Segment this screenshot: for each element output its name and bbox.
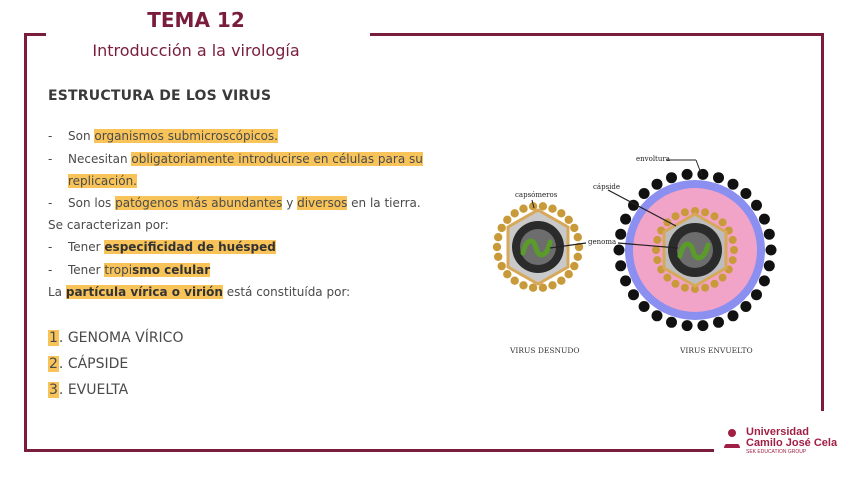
caption-virus-envuelto: VIRUS ENVUELTO	[680, 346, 753, 355]
capsomere-dot	[681, 284, 689, 292]
capsomere-dot	[548, 205, 556, 213]
logo-line-1: Universidad	[746, 426, 809, 438]
enveloped-virus-illustration	[614, 169, 777, 331]
capsomere-dot	[574, 233, 582, 241]
envelope-spike	[697, 320, 708, 331]
slide-title: TEMA 12	[147, 8, 245, 32]
capsomere-dot	[494, 233, 502, 241]
caption-virus-desnudo: VIRUS DESNUDO	[510, 346, 580, 355]
envelope-spike	[620, 275, 631, 286]
envelope-spike	[766, 245, 777, 256]
capsomere-dot	[511, 209, 519, 217]
list-item-capside: 2. CÁPSIDE	[49, 356, 129, 372]
list-item-genoma: 1. GENOMA VÍRICO	[49, 330, 184, 346]
capsomere-dot	[719, 274, 727, 282]
capsomere-dot	[539, 284, 547, 292]
capsomere-dot	[548, 281, 556, 289]
capsomere-dot	[681, 208, 689, 216]
capsomere-dot	[711, 212, 719, 220]
capsomere-dot	[730, 246, 738, 254]
capsomere-dot	[565, 216, 573, 224]
envelope-spike	[614, 245, 625, 256]
frame-left	[24, 33, 27, 451]
envelope-spike	[620, 214, 631, 225]
label-envoltura: envoltura	[636, 155, 670, 163]
capsomere-dot	[529, 284, 537, 292]
capsomere-dot	[652, 246, 660, 254]
envelope-spike	[666, 172, 677, 183]
envelope-spike	[751, 200, 762, 211]
envelope-spike	[764, 229, 775, 240]
envelope-spike	[764, 260, 775, 271]
bullet-1: - Son organismos submicroscópicos.	[48, 129, 278, 143]
capsomere-dot	[729, 236, 737, 244]
envelope-spike	[713, 317, 724, 328]
university-logo	[720, 426, 838, 458]
frame-bottom	[24, 449, 714, 452]
envelope-spike	[728, 310, 739, 321]
virus-structure-diagram	[490, 150, 790, 360]
capsomere-dot	[663, 274, 671, 282]
envelope-spike	[639, 188, 650, 199]
capsomere-dot	[493, 243, 501, 251]
capsomere-dot	[711, 280, 719, 288]
bullet-2-cont: replicación.	[68, 174, 137, 188]
caracterizan-text: Se caracterizan por:	[48, 218, 169, 232]
frame-right	[821, 33, 824, 411]
frame-top-left	[24, 33, 46, 36]
capsomere-dot	[494, 253, 502, 261]
envelope-spike	[728, 179, 739, 190]
label-capside: cápside	[593, 183, 621, 191]
capsomere-dot	[672, 280, 680, 288]
capsomere-dot	[557, 277, 565, 285]
bullet-5: - Tener tropismo celular	[48, 263, 211, 277]
section-heading: ESTRUCTURA DE LOS VIRUS	[48, 88, 272, 104]
capsomere-dot	[503, 270, 511, 278]
label-capsomeros: capsómeros	[515, 191, 558, 199]
capsomere-dot	[511, 277, 519, 285]
envelope-spike	[740, 301, 751, 312]
capsomere-dot	[653, 256, 661, 264]
logo-line-2: Camilo José Cela	[746, 437, 838, 449]
capsomere-dot	[539, 202, 547, 210]
label-genoma: genoma	[588, 238, 617, 246]
capsomere-dot	[498, 224, 506, 232]
envelope-spike	[666, 317, 677, 328]
bullet-2: - Necesitan obligatoriamente introducirse en células para su	[48, 152, 423, 166]
capsomere-dot	[498, 262, 506, 270]
envelope-spike	[652, 310, 663, 321]
frame-top-right	[370, 33, 824, 36]
envelope-spike	[628, 289, 639, 300]
capsomere-dot	[719, 218, 727, 226]
envelope-spike	[759, 275, 770, 286]
list-item-envuelta: 3. EVUELTA	[49, 382, 129, 398]
capsomere-dot	[574, 253, 582, 261]
capsomere-dot	[570, 224, 578, 232]
capsomere-dot	[701, 208, 709, 216]
capsomere-dot	[557, 209, 565, 217]
envelope-spike	[713, 172, 724, 183]
envelope-spike	[740, 188, 751, 199]
envelope-spike	[682, 320, 693, 331]
capsomere-dot	[519, 205, 527, 213]
capsomere-dot	[701, 284, 709, 292]
capsomere-dot	[503, 216, 511, 224]
envelope-spike	[615, 260, 626, 271]
logo-group: SEK EDUCATION GROUP	[746, 449, 807, 455]
bullet-4: - Tener especificidad de huésped	[48, 240, 276, 254]
envelope-spike	[682, 169, 693, 180]
capsomere-dot	[570, 262, 578, 270]
capsomere-dot	[519, 281, 527, 289]
envelope-spike	[652, 179, 663, 190]
envelope-spike	[639, 301, 650, 312]
bullet-3: - Son los patógenos más abundantes y diversos en la tierra.	[48, 196, 421, 210]
logo-person-icon	[722, 428, 742, 450]
naked-virus-illustration	[493, 202, 583, 292]
capsomere-dot	[565, 270, 573, 278]
capsomere-dot	[672, 212, 680, 220]
slide-subtitle: Introducción a la virología	[92, 41, 300, 60]
capsomere-dot	[729, 256, 737, 264]
envelope-spike	[615, 229, 626, 240]
capsomere-dot	[653, 236, 661, 244]
envelope-spike	[751, 289, 762, 300]
envelope-spike	[759, 214, 770, 225]
envelope-spike	[697, 169, 708, 180]
particula-text: La partícula vírica o virión está constituída por:	[48, 285, 351, 299]
